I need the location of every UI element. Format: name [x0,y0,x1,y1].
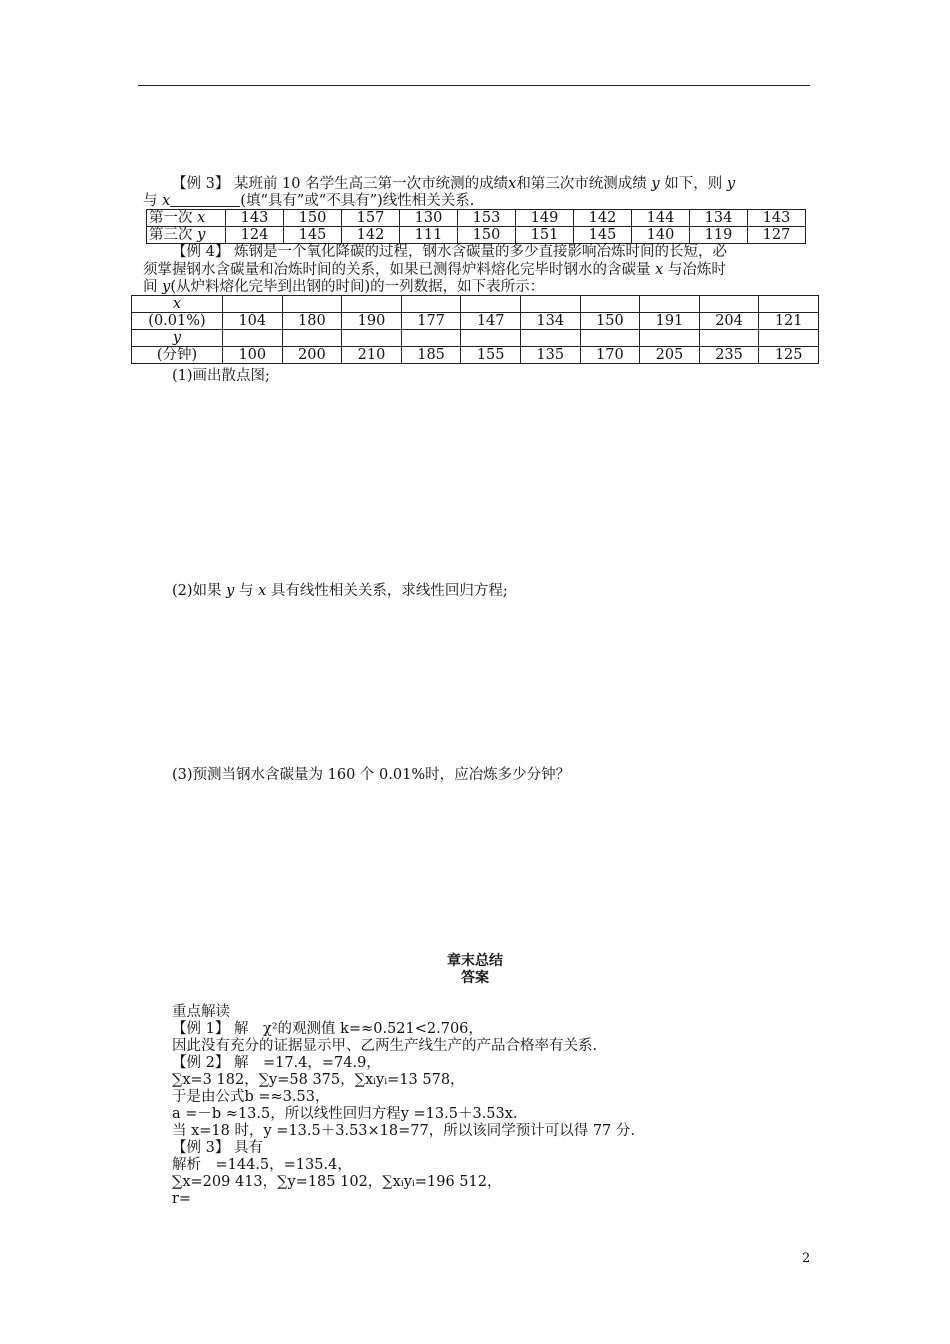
table-cell: 190 [342,313,402,330]
table-cell: 135 [520,347,580,364]
ex3-text-b: 和第三次市统测成绩 [516,176,652,192]
table-cell: 142 [574,210,632,227]
table-cell: 149 [516,210,574,227]
ex4-table [131,295,819,364]
answer-blank [170,193,240,207]
table-row [132,330,819,347]
question-1: (1)画出散点图; [172,368,270,384]
ex4-line2-b: 与冶炼时 [663,262,726,278]
table-row [147,227,806,244]
row-label-var: y [132,330,223,347]
ex3-table [146,209,806,244]
table-cell: 143 [748,210,806,227]
table-cell: 235 [699,347,759,364]
table-cell: 145 [284,227,342,244]
table-cell: 143 [226,210,284,227]
table-cell: 180 [282,313,342,330]
ex3-label: 【例 3】 [172,176,230,192]
ex3-text-c: 如下，则 [659,176,727,192]
summary-line: 【例 1】 解 χ²的观测值 k=≈0.521<2.706， [172,1021,483,1037]
question-3: (3)预测当钢水含碳量为 160 个 0.01%时，应冶炼多少分钟？ [172,767,571,783]
row-label-var: x [132,296,223,313]
summary-line: 重点解读 [172,1004,230,1020]
row-label: 第一次 x [147,210,226,227]
table-cell: 153 [458,210,516,227]
table-cell: 177 [401,313,461,330]
row-label: 第三次 y [147,227,226,244]
table-row [132,347,819,364]
table-cell: 144 [632,210,690,227]
table-cell: 150 [284,210,342,227]
table-cell: 147 [461,313,521,330]
section-title: 章末总结 [447,953,503,969]
var-x: x [508,176,517,192]
ex4-line1: 【例 4】 炼钢是一个氧化降碳的过程，钢水含碳量的多少直接影响冶炼时间的长短，必 [172,244,727,260]
summary-line: 解析 =144.5，=135.4， [172,1157,352,1173]
table-cell: 134 [520,313,580,330]
table-cell: 155 [461,347,521,364]
var-y: y [651,176,660,192]
table-cell: 150 [580,313,640,330]
table-cell: 134 [690,210,748,227]
table-row [132,313,819,330]
summary-line: ∑x=3 182，∑y=58 375，∑xᵢyᵢ=13 578， [172,1072,465,1088]
summary-line: 于是由公式b =≈3.53， [172,1089,330,1105]
summary-line: 当 x=18 时，y =13.5＋3.53×18=77，所以该同学预计可以得 77 分. [172,1123,635,1139]
row-label-unit: (分钟) [132,347,223,364]
table-cell: 119 [690,227,748,244]
ex3-line2-a: 与 [143,193,163,209]
table-cell: 100 [223,347,283,364]
summary-line: 【例 2】 解 =17.4，=74.9， [172,1055,381,1071]
table-cell: 142 [342,227,400,244]
row-label-unit: (0.01%) [132,313,223,330]
table-cell: 191 [640,313,700,330]
table-cell: 204 [699,313,759,330]
ex3-text-a: 某班前 10 名学生高三第一次市统测的成绩 [229,176,509,192]
summary-line: ∑x=209 413，∑y=185 102，∑xᵢyᵢ=196 512， [172,1174,502,1190]
table-cell: 104 [223,313,283,330]
table-cell: 125 [759,347,819,364]
table-row [132,296,819,313]
table-cell: 130 [400,210,458,227]
table-cell: 140 [632,227,690,244]
ex3-line2-b: (填“具有”或“不具有”)线性相关关系. [240,193,475,209]
table-cell: 150 [458,227,516,244]
summary-line: r= [172,1191,192,1207]
ex4-line2-a: 须掌握钢水含碳量和冶炼时间的关系，如果已测得炉料熔化完毕时钢水的含碳量 [143,262,656,278]
table-cell: 121 [759,313,819,330]
question-2: (2)如果 y 与 x 具有线性相关关系，求线性回归方程; [172,583,508,599]
table-cell: 145 [574,227,632,244]
var-y: y [162,279,171,295]
var-y: y [726,176,736,192]
table-row [147,210,806,227]
table-cell: 200 [282,347,342,364]
ex4-line3-a: 间 [143,279,163,295]
section-subtitle: 答案 [461,970,489,986]
var-x: x [162,193,171,209]
table-cell: 205 [640,347,700,364]
table-cell: 170 [580,347,640,364]
table-cell: 210 [342,347,402,364]
summary-line: 【例 3】 具有 [172,1140,263,1156]
table-cell: 111 [400,227,458,244]
table-cell: 157 [342,210,400,227]
table-cell: 185 [401,347,461,364]
header-rule [138,85,810,86]
page-number: 2 [802,1251,811,1266]
var-x: x [655,262,664,278]
table-cell: 151 [516,227,574,244]
table-cell: 127 [748,227,806,244]
table-cell: 124 [226,227,284,244]
ex4-line3-b: (从炉料熔化完毕到出钢的时间)的一列数据，如下表所示： [170,279,545,295]
summary-line: 因此没有充分的证据显示甲、乙两生产线生产的产品合格率有关系. [172,1038,598,1054]
summary-line: a =－b ≈13.5，所以线性回归方程y =13.5＋3.53x. [172,1106,518,1122]
